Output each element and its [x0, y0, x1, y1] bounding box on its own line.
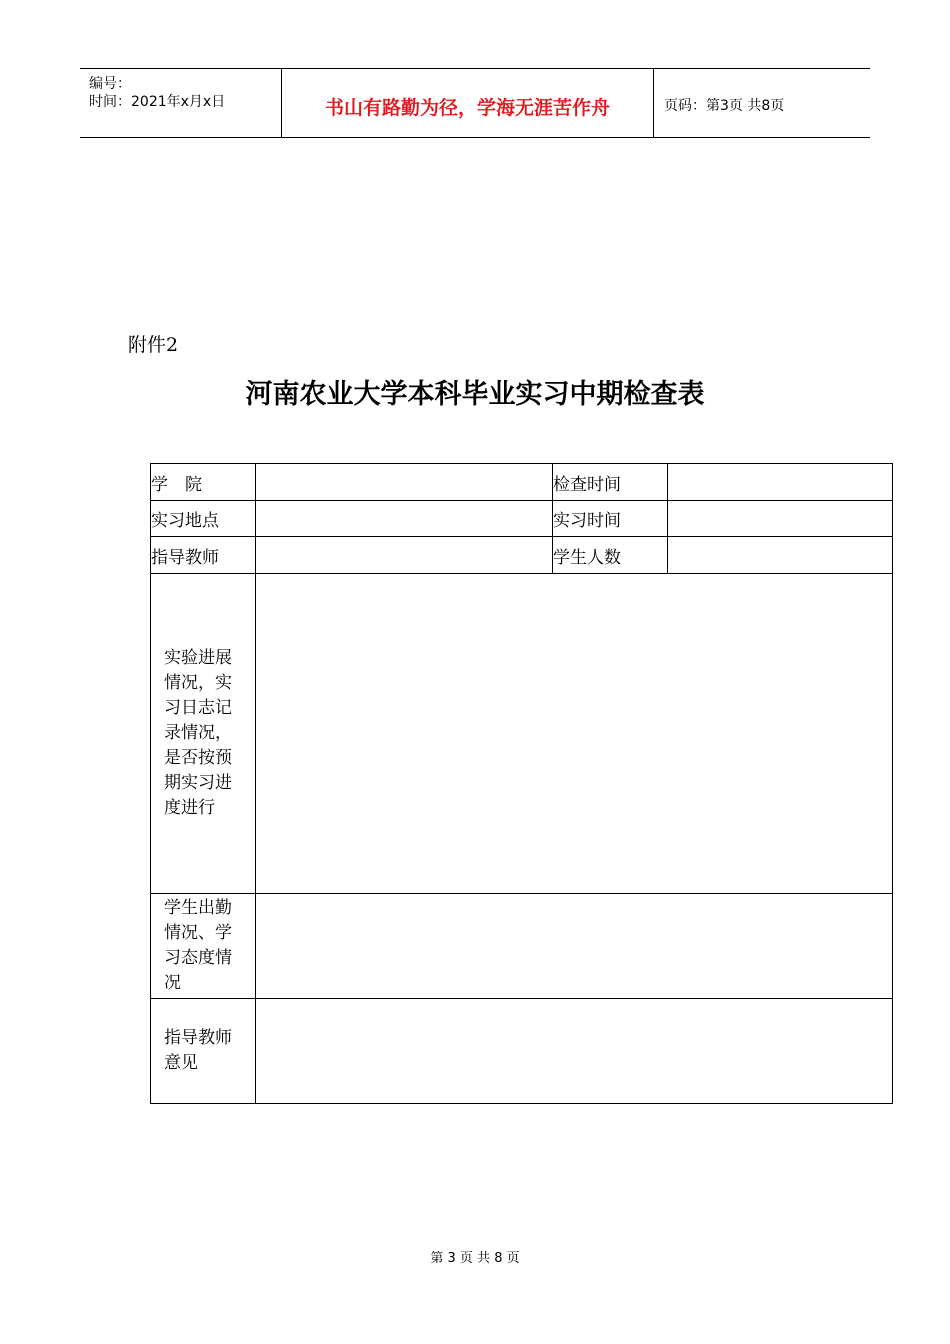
attachment-label: 附件2: [128, 334, 179, 356]
college-field[interactable]: [256, 464, 553, 501]
page-footer: 第 3 页 共 8 页: [430, 1251, 520, 1266]
check-time-label: 检查时间: [553, 464, 668, 501]
progress-label: 实验进展情况，实习日志记录情况，是否按预期实习进度进行: [164, 648, 232, 818]
attendance-label: 学生出勤情况、学习态度情况: [164, 898, 232, 993]
intern-time-field[interactable]: [668, 501, 893, 537]
page-info: 页码：第3页 共8页: [664, 98, 785, 114]
opinion-field[interactable]: [256, 999, 893, 1104]
inspection-form: [150, 463, 893, 1104]
attendance-field[interactable]: [256, 894, 893, 999]
advisor-label: 指导教师: [151, 537, 256, 574]
motto-text: 书山有路勤为径，学海无涯苦作舟: [324, 97, 610, 119]
page-title: 河南农业大学本科毕业实习中期检查表: [245, 379, 705, 410]
student-count-label: 学生人数: [553, 537, 668, 574]
opinion-label: 指导教师意见: [164, 1028, 232, 1073]
progress-field[interactable]: [256, 574, 893, 894]
check-time-field[interactable]: [668, 464, 893, 501]
intern-time-label: 实习时间: [553, 501, 668, 537]
time-label: 时间：2021年x月x日: [89, 94, 226, 110]
header-motto-cell: [282, 69, 654, 137]
advisor-field[interactable]: [256, 537, 553, 574]
header-meta-cell: [80, 69, 282, 137]
number-label: 编号：: [89, 76, 131, 92]
student-count-field[interactable]: [668, 537, 893, 574]
location-field[interactable]: [256, 501, 553, 537]
college-label: 学 院: [151, 464, 256, 501]
location-label: 实习地点: [151, 501, 256, 537]
header-page-cell: [654, 69, 870, 137]
page-header: [80, 68, 870, 138]
